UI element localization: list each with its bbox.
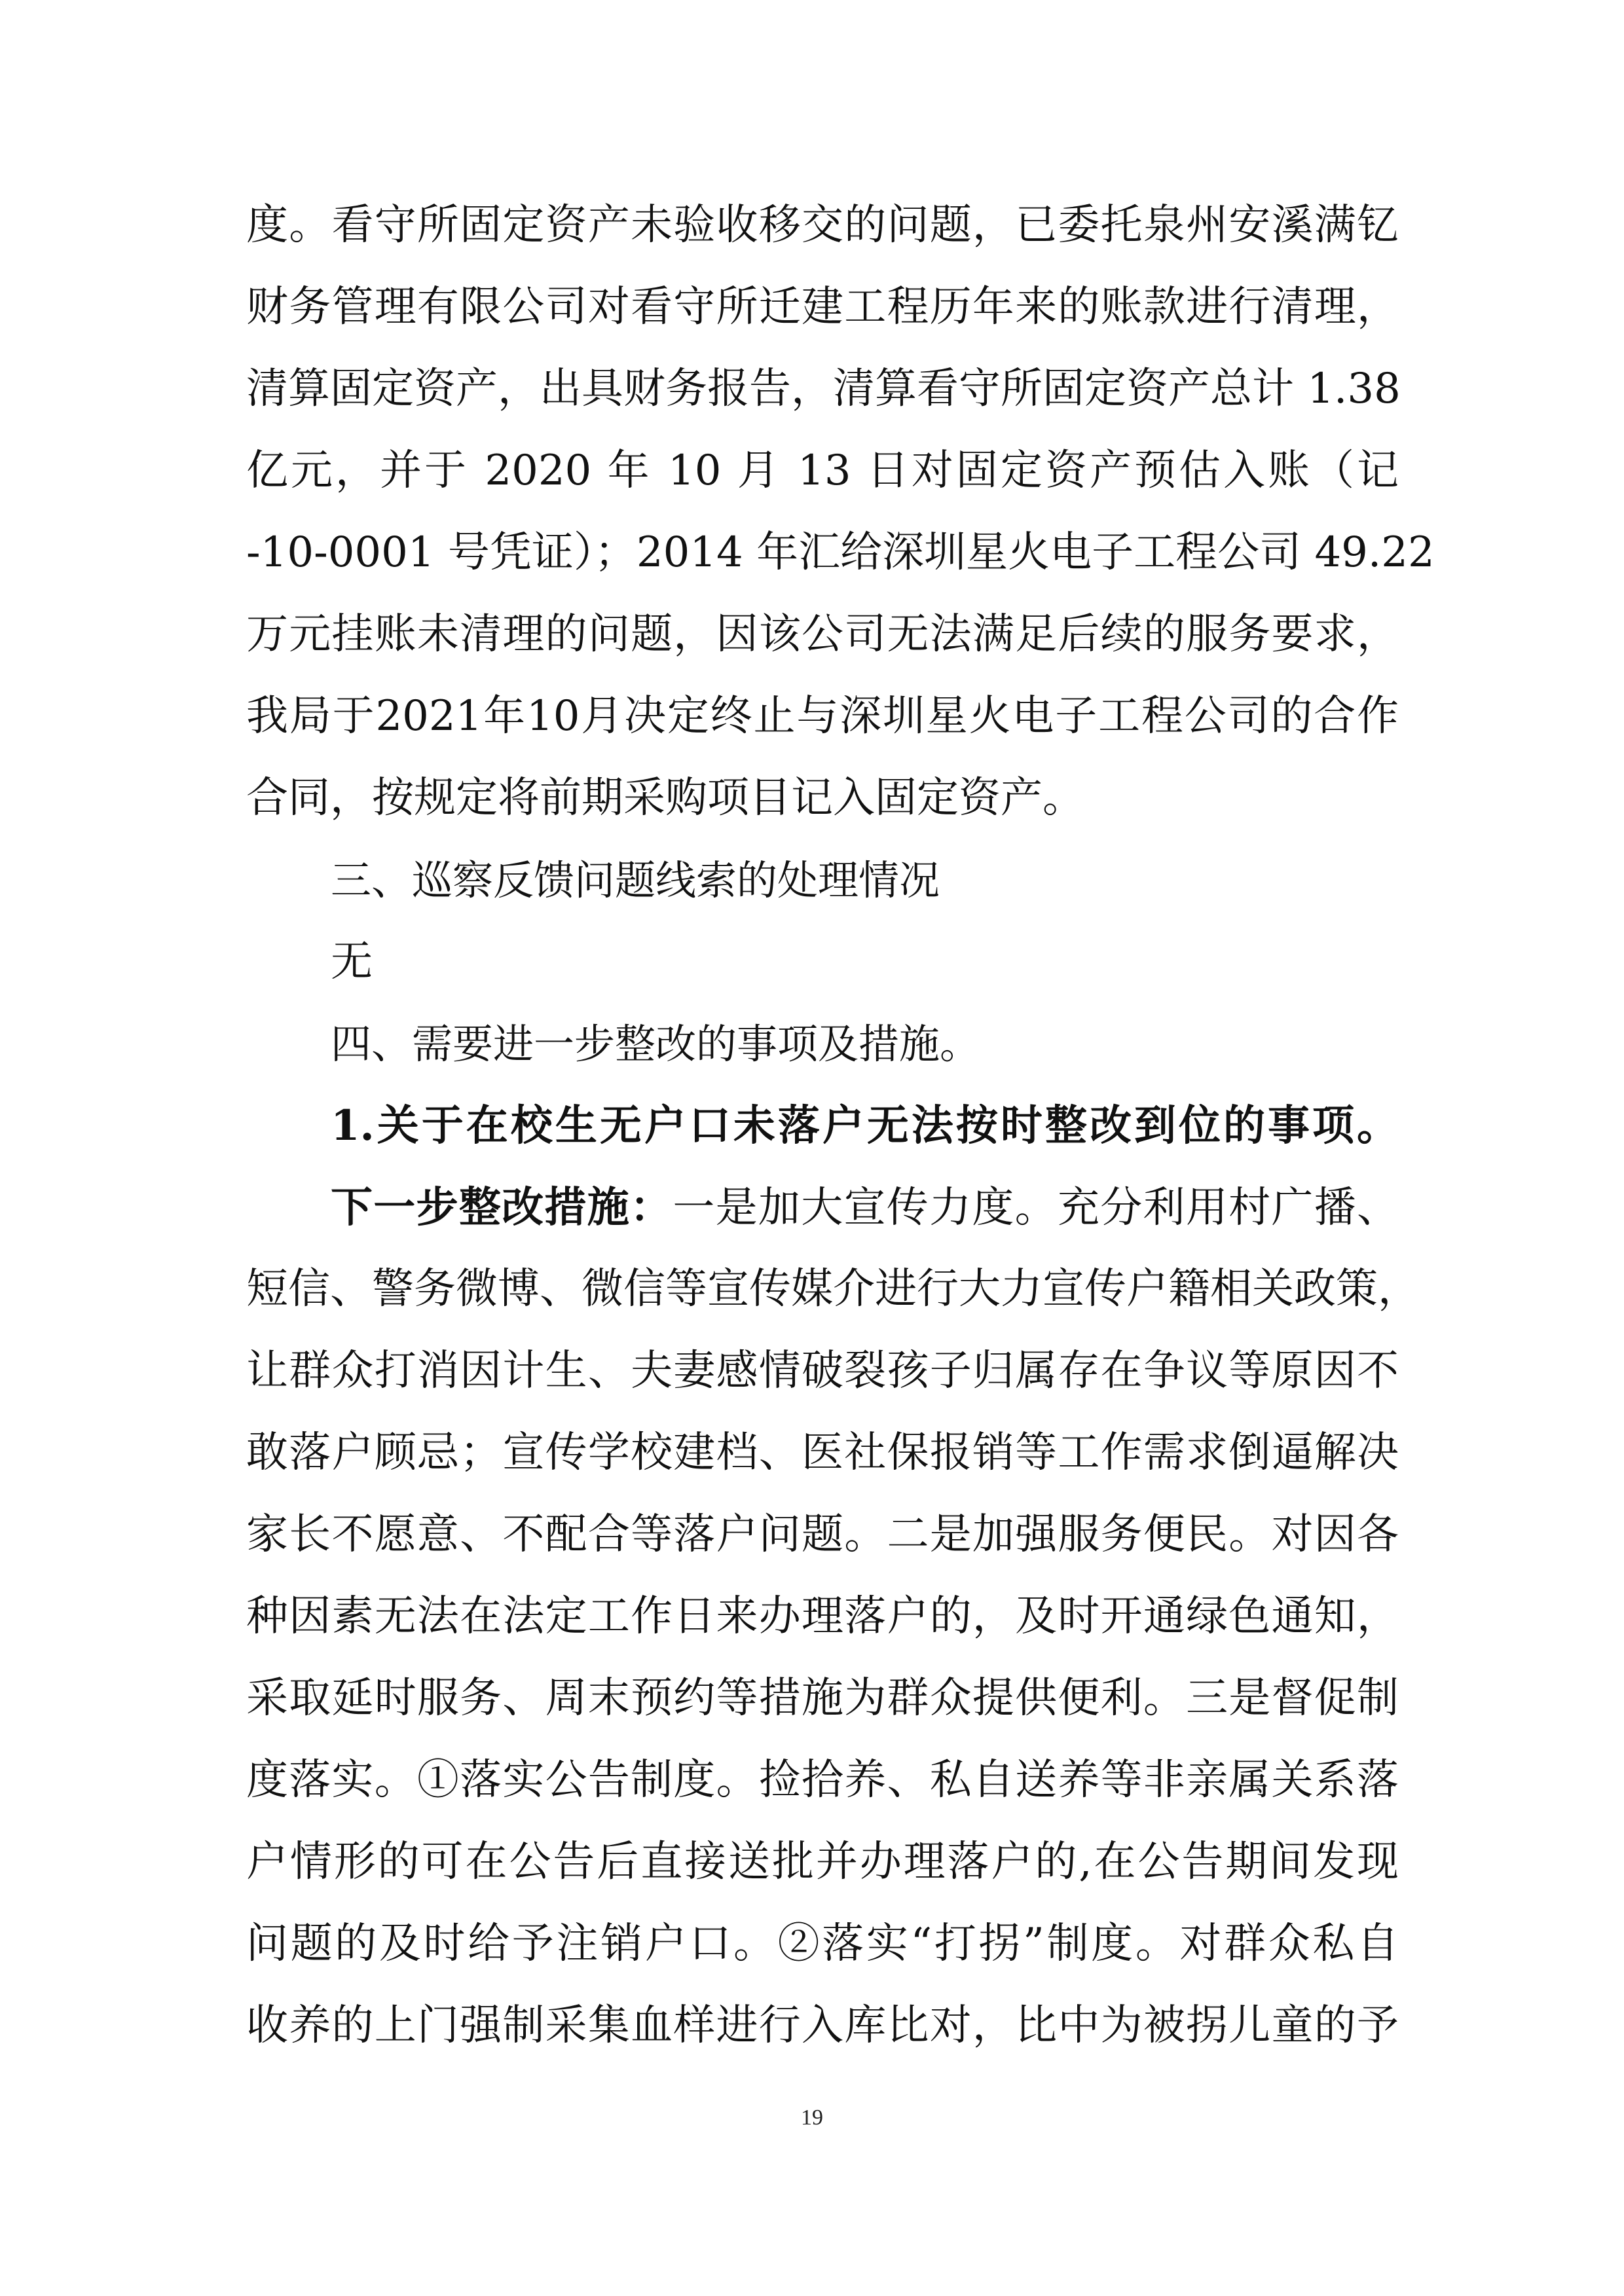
paragraph-line: 万元挂账未清理的问题，因该公司无法满足后续的服务要求，	[246, 610, 1399, 659]
section-heading: 三、巡察反馈问题线索的处理情况	[331, 856, 940, 904]
paragraph-line: 家长不愿意、不配合等落户问题。二是加强服务便民。对因各	[246, 1510, 1399, 1559]
paragraph-line: 度。看守所固定资产未验收移交的问题，已委托泉州安溪满钇	[246, 201, 1399, 249]
paragraph-line: 户情形的可在公告后直接送批并办理落户的,在公告期间发现	[246, 1838, 1399, 1886]
paragraph-line: 问题的及时给予注销户口。②落实“打拐”制度。对群众私自	[246, 1920, 1399, 1968]
measures-first-line	[331, 1167, 1399, 1248]
item-heading: 1.关于在校生无户口未落户无法按时整改到位的事项。	[331, 1101, 1399, 1150]
paragraph-line: -10-0001 号凭证）；2014 年汇给深圳星火电子工程公司 49.22	[246, 528, 1435, 577]
page-number: 19	[801, 2105, 823, 2130]
paragraph-line: 合同，按规定将前期采购项目记入固定资产。	[246, 774, 1084, 822]
paragraph-line: 让群众打消因计生、夫妻感情破裂孩子归属存在争议等原因不	[246, 1347, 1399, 1395]
paragraph-line: 我局于2021年10月决定终止与深圳星火电子工程公司的合作	[246, 692, 1399, 740]
paragraph-line: 敢落户顾忌；宣传学校建档、医社保报销等工作需求倒逼解决	[246, 1429, 1399, 1477]
paragraph-line: 清算固定资产，出具财务报告，清算看守所固定资产总计 1.38	[246, 365, 1401, 413]
measures-first-text: 一是加大宣传力度。充分利用村广播、	[673, 1184, 1399, 1232]
paragraph-line: 种因素无法在法定工作日来办理落户的，及时开通绿色通知，	[246, 1592, 1399, 1641]
paragraph-line: 财务管理有限公司对看守所迁建工程历年来的账款进行清理，	[246, 283, 1399, 331]
paragraph-line: 度落实。①落实公告制度。捡拾养、私自送养等非亲属关系落	[246, 1756, 1399, 1804]
section-heading: 四、需要进一步整改的事项及措施。	[331, 1020, 981, 1068]
paragraph-line: 短信、警务微博、微信等宣传媒介进行大力宣传户籍相关政策，	[246, 1265, 1420, 1313]
paragraph-line: 采取延时服务、周末预约等措施为群众提供便利。三是督促制	[246, 1674, 1399, 1722]
paragraph-line: 亿元，并于 2020 年 10 月 13 日对固定资产预估入账（记	[246, 446, 1399, 495]
section-body: 无	[331, 938, 373, 986]
paragraph-line: 收养的上门强制采集血样进行入库比对，比中为被拐儿童的予	[246, 2001, 1399, 2050]
measures-label: 下一步整改措施：	[331, 1183, 673, 1232]
